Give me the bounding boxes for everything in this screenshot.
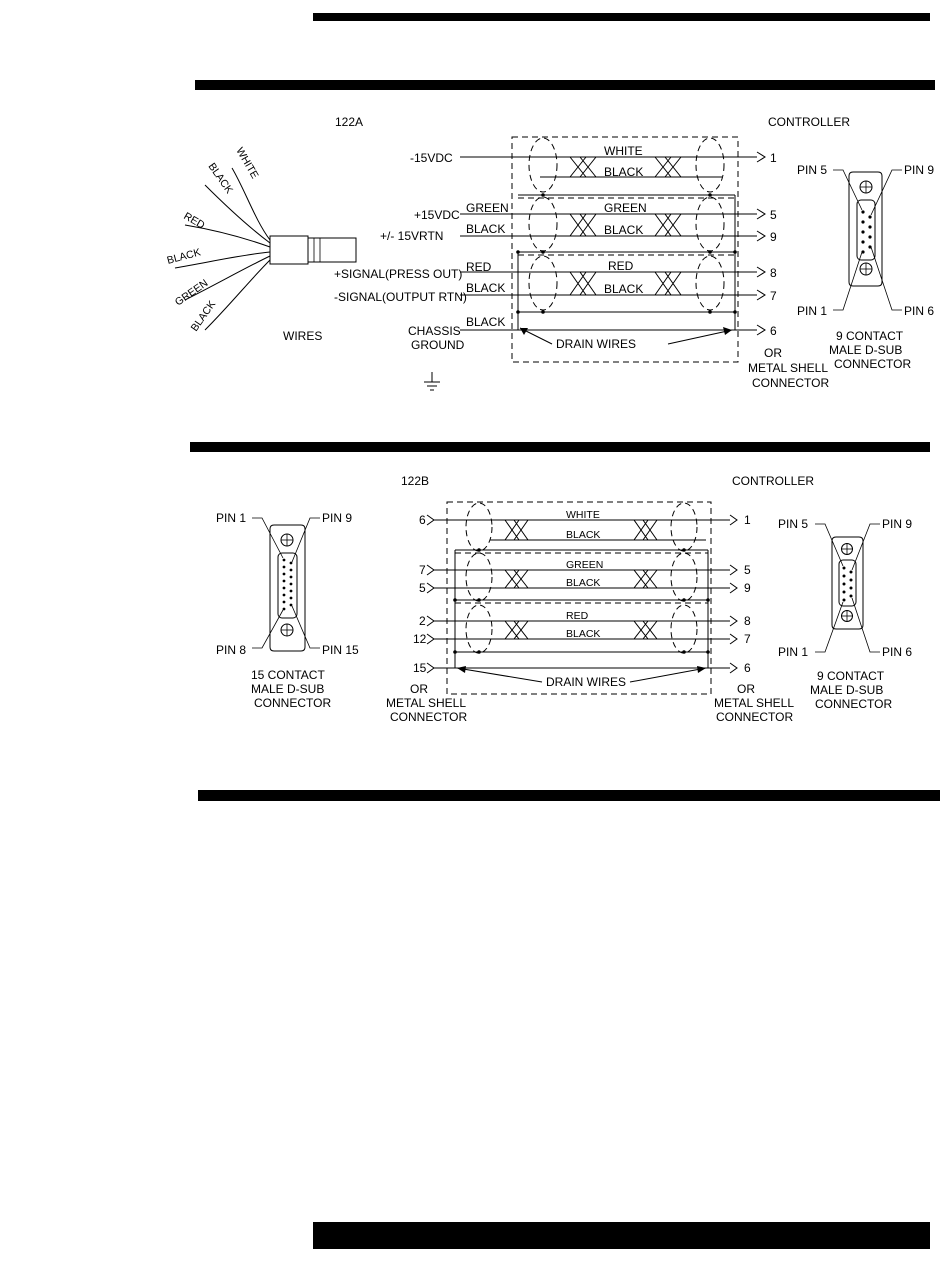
lead-black-1: BLACK <box>205 160 236 196</box>
left-color-black-2: BLACK <box>466 281 506 295</box>
drain-wires-122a: DRAIN WIRES <box>556 337 637 351</box>
pin-number-7: 7 <box>770 289 777 303</box>
diagram-122b <box>216 474 912 724</box>
signal-m15vdc: -15VDC <box>410 151 453 165</box>
controller-label-122b: CONTROLLER <box>732 474 815 488</box>
controller-label-122a: CONTROLLER <box>768 115 851 129</box>
right-pin-8: 8 <box>744 614 751 628</box>
left-shell-metal: METAL SHELL <box>386 696 467 710</box>
signal-15vrtn: +/- 15VRTN <box>380 229 444 243</box>
wires-caption: WIRES <box>283 329 323 343</box>
pair-black-c: BLACK <box>604 282 644 296</box>
dsub9b-pin1-label: PIN 1 <box>778 645 809 659</box>
pin-number-8: 8 <box>770 266 777 280</box>
left-color-black-1: BLACK <box>466 222 506 236</box>
left-pin-7: 7 <box>419 563 426 577</box>
transducer-leads <box>166 146 356 344</box>
dsub9b-pin5-label: PIN 5 <box>778 517 809 531</box>
left-pin-6: 6 <box>419 513 426 527</box>
model-label-122b: 122B <box>401 474 430 488</box>
right-shell-metal: METAL SHELL <box>714 696 795 710</box>
dsub15-pin15-label: PIN 15 <box>322 643 359 657</box>
cable-sleeve <box>308 238 356 262</box>
dsub9b-caption-2: MALE D-SUB <box>810 683 884 697</box>
left-color-black-3: BLACK <box>466 315 506 329</box>
signal-press-out: +SIGNAL(PRESS OUT) <box>334 267 463 281</box>
right-pin-6: 6 <box>744 661 751 675</box>
dsub9b-caption-3: CONNECTOR <box>815 697 893 711</box>
shell-note-connector: CONNECTOR <box>752 376 830 390</box>
lead-green: GREEN <box>172 277 211 309</box>
dsub9-pin6-label: PIN 6 <box>904 304 935 318</box>
signal-p15vdc: +15VDC <box>414 208 460 222</box>
pair-black-b: BLACK <box>604 223 644 237</box>
lead-white: WHITE <box>233 145 261 181</box>
lead-black-3: BLACK <box>188 298 219 334</box>
dsub9-pin5-label: PIN 5 <box>797 163 828 177</box>
left-pin-2: 2 <box>419 614 426 628</box>
cable-jacket <box>270 236 308 264</box>
left-color-green: GREEN <box>466 201 509 215</box>
right-pin-arrows-122b <box>730 515 737 673</box>
dsub9-caption-3: CONNECTOR <box>834 357 912 371</box>
dsub15-pin8-label: PIN 8 <box>216 643 247 657</box>
pair-black-a-122b: BLACK <box>566 529 601 541</box>
pair-white: WHITE <box>604 144 643 158</box>
signal-output-rtn: -SIGNAL(OUTPUT RTN) <box>334 290 467 304</box>
lead-black-2: BLACK <box>165 246 203 267</box>
shell-note-metal-shell: METAL SHELL <box>748 361 829 375</box>
drain-wires-122b: DRAIN WIRES <box>546 675 627 689</box>
diagram-122a <box>166 115 935 390</box>
right-pin-7: 7 <box>744 632 751 646</box>
dsub9b-pin9-label: PIN 9 <box>882 517 913 531</box>
pair-black-b-122b: BLACK <box>566 577 601 589</box>
pair-green: GREEN <box>604 201 647 215</box>
ground-symbol <box>424 372 440 390</box>
dsub15-caption-2: MALE D-SUB <box>251 682 325 696</box>
dsub9-pin9-label: PIN 9 <box>904 163 935 177</box>
dsub15-caption-3: CONNECTOR <box>254 696 332 710</box>
model-label-122a: 122A <box>335 115 364 129</box>
left-pin-12: 12 <box>413 632 427 646</box>
right-shell-connector: CONNECTOR <box>716 710 794 724</box>
dsub9-connector-122a <box>833 170 902 310</box>
right-pin-1: 1 <box>744 513 751 527</box>
dsub15-pin1-label: PIN 1 <box>216 511 247 525</box>
pair-red: RED <box>608 259 634 273</box>
right-pin-5: 5 <box>744 563 751 577</box>
right-pin-9: 9 <box>744 581 751 595</box>
pair-red-122b: RED <box>566 610 589 622</box>
pin-number-1: 1 <box>770 151 777 165</box>
pin-number-5: 5 <box>770 208 777 222</box>
dsub9-pin1-label: PIN 1 <box>797 304 828 318</box>
lead-red: RED <box>181 210 207 232</box>
dsub9-caption-1: 9 CONTACT <box>836 329 904 343</box>
chassis-label: CHASSIS <box>408 324 461 338</box>
dsub15-pin9-label: PIN 9 <box>322 511 353 525</box>
left-pin-arrows-122b <box>427 515 434 673</box>
left-color-red: RED <box>466 260 492 274</box>
dsub15-caption-1: 15 CONTACT <box>251 668 325 682</box>
left-shell-or: OR <box>410 682 428 696</box>
left-pin-15: 15 <box>413 661 427 675</box>
left-pin-5: 5 <box>419 581 426 595</box>
dsub9b-pin6-label: PIN 6 <box>882 645 913 659</box>
right-shell-or: OR <box>737 682 755 696</box>
pair-green-122b: GREEN <box>566 559 604 571</box>
shell-note-or: OR <box>764 346 782 360</box>
pin-number-6: 6 <box>770 324 777 338</box>
dsub15-connector <box>252 518 320 651</box>
dsub9-connector-122b <box>815 524 880 652</box>
ground-label: GROUND <box>411 338 465 352</box>
pair-black-c-122b: BLACK <box>566 628 601 640</box>
left-shell-connector: CONNECTOR <box>390 710 468 724</box>
pin-number-9: 9 <box>770 230 777 244</box>
dsub9b-caption-1: 9 CONTACT <box>817 669 885 683</box>
pin-arrows-122a <box>757 152 765 335</box>
pair-black-a: BLACK <box>604 165 644 179</box>
pair-white-122b: WHITE <box>566 509 600 521</box>
dsub9-caption-2: MALE D-SUB <box>829 343 903 357</box>
